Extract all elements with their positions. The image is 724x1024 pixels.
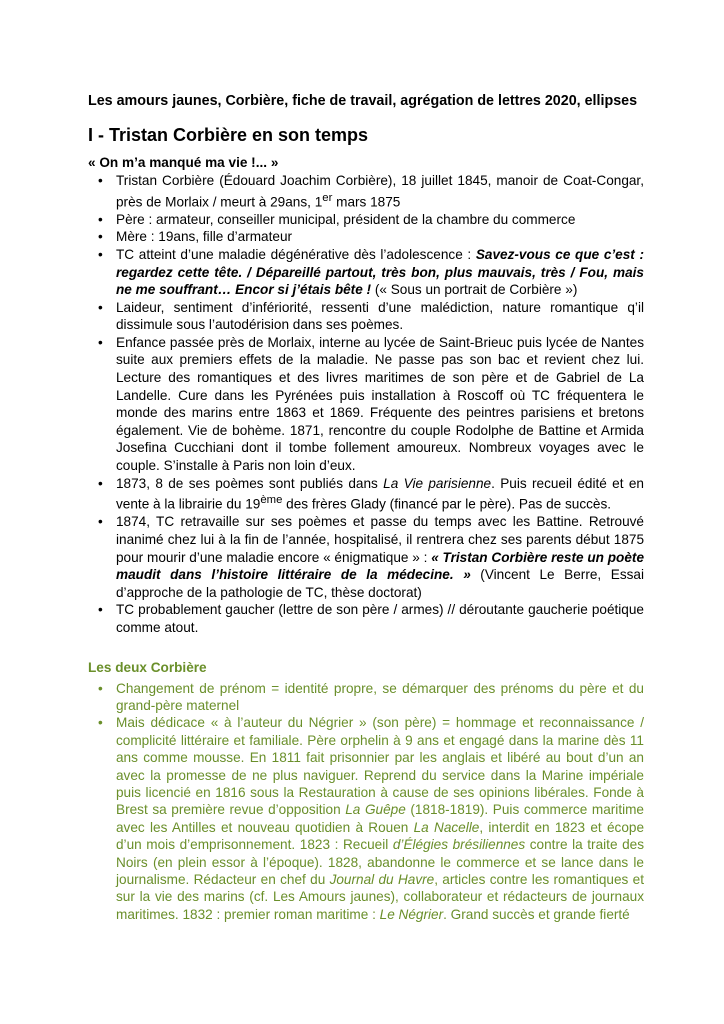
list-item <box>88 513 644 601</box>
list-item <box>88 246 644 299</box>
bio-list <box>88 172 644 637</box>
text-span: 1874, TC retravaille sur ses poèmes et passe du temps avec les Battine. Retrouvé inanimé chez lui à la fin de l’année, hospitalisé, il rentrera chez ses parents début 1875 pour mourir d’une maladie encore « énigmatique » : <box>116 514 644 565</box>
section-heading-deux-corbiere: Les deux Corbière <box>88 659 207 675</box>
quote: Savez-vous ce que c’est : regardez cette tête. / Dépareillé partout, très bon, plus mauvais, très / Fou, mais ne me souffrant… Encor si j’étais bête ! <box>116 246 644 298</box>
quote: « Tristan Corbière reste un poète maudit dans l’histoire littéraire de la médecine. » <box>116 549 645 583</box>
epigraph: « On m’a manqué ma vie !... » <box>88 155 279 170</box>
list-item: • Père : armateur, conseiller municipal, président de la chambre du commerce <box>88 211 644 229</box>
work-title: Journal du Havre <box>329 871 435 887</box>
list-item: • Enfance passée près de Morlaix, interne au lycée de Saint-Brieuc puis lycée de Nantes suite aux premiers effets de la maladie. Ne passe pas son bac et revient chez lui. Lecture des romantiques et des livres maritimes de son père et de Gabriel de La Landelle. Cure dans les Pyrénées puis installation à Roscoff où TC fréquentera le monde des marins entre 1863 et 1869. Fréquente des peintres parisiens et bretons également. Vie de bohème. 1871, rencontre du couple Rodolphe de Battine et Armida Josefina Cucchiani dont il tombe follement amoureux. Nombreux voyages avec le couple. S’installe à Paris non loin d’eux. <box>88 334 644 475</box>
superscript: ème <box>260 494 283 507</box>
work-title: d’Élégies brésiliennes <box>392 837 526 853</box>
superscript: er <box>322 191 333 204</box>
list-item: • Laideur, sentiment d’infériorité, ressenti d’une malédiction, nature romantique q’il dissimule sous l’autodérision dans ses poèmes. <box>88 299 644 334</box>
work-title: Le Négrier <box>379 906 444 922</box>
work-title: La Guêpe <box>345 802 406 818</box>
section-heading-corbiere-time: I - Tristan Corbière en son temps <box>88 125 369 145</box>
text-span: TC atteint d’une maladie dégénérative dès l’adolescence : <box>116 246 476 262</box>
text-span: Mais dédicace « à l’auteur du Négrier » (son père) = hommage et reconnaissance / complicité littéraire et familiale. Père orphelin à 9 ans et engagé dans la marine dès 11 ans comme mousse. En 1811 fait prisonnier par les anglais et libéré au bout d’un an avec la promesse de ne plus naviguer. Reprend du service dans la Marine impériale puis licencié en 1816 sous la Restauration à cause de ses opinions libérales. Fonde à Brest sa première revue d’opposition <box>116 715 644 818</box>
text-span: des frères Glady (financé par le père). Pas de succès. <box>282 496 612 512</box>
list-item <box>88 475 644 514</box>
list-item <box>88 172 644 211</box>
text-span: contre la traite des Noirs (en plein essor à l’époque). 1828, abandonne le commerce et se lance dans le journalisme. Rédacteur en chef du <box>116 837 645 887</box>
list-item: • TC probablement gaucher (lettre de son père / armes) // déroutante gaucherie poétique comme atout. <box>88 601 644 636</box>
text-span: (« Sous un portrait de Corbière ») <box>371 282 578 298</box>
text-span: , interdit en 1823 et écope d’un mois d’emprisonnement. 1823 : Recueil <box>116 819 645 853</box>
text-span: (Vincent Le Berre, Essai d’approche de la pathologie de TC, thèse doctorat) <box>116 567 644 600</box>
list-item: • Mère : 19ans, fille d’armateur <box>88 228 644 246</box>
text-span: mars 1875 <box>332 194 401 210</box>
text-span: , articles contre les romantiques et sur la vie des marins (cf. Les Amours jaunes), collaborateur et rédacteurs de journaux maritimes. 1832 : premier roman maritime : <box>116 871 644 922</box>
work-title: La Nacelle <box>413 819 480 835</box>
page-content <box>88 92 644 923</box>
deux-corbiere-list <box>88 680 644 924</box>
text-span: 1873, 8 de ses poèmes sont publiés dans <box>116 475 384 491</box>
list-item <box>88 714 644 923</box>
document-title: Les amours jaunes, Corbière, fiche de travail, agrégation de lettres 2020, ellipses <box>88 93 638 109</box>
text-span: Tristan Corbière (Édouard Joachim Corbière), 18 juillet 1845, manoir de Coat-Congar, près de Morlaix / meurt à 29ans, 1 <box>116 173 644 210</box>
text-span: . Puis recueil édité et en vente à la librairie du 19 <box>116 475 644 512</box>
work-title: La Vie parisienne <box>383 475 492 491</box>
text-span: . Grand succès et grande fierté <box>443 906 630 922</box>
text-span: (1818-1819). Puis commerce maritime avec les Antilles et nouveau quotidien à Rouen <box>116 802 644 835</box>
list-item: • Changement de prénom = identité propre, se démarquer des prénoms du père et du grand-père maternel <box>88 680 644 715</box>
